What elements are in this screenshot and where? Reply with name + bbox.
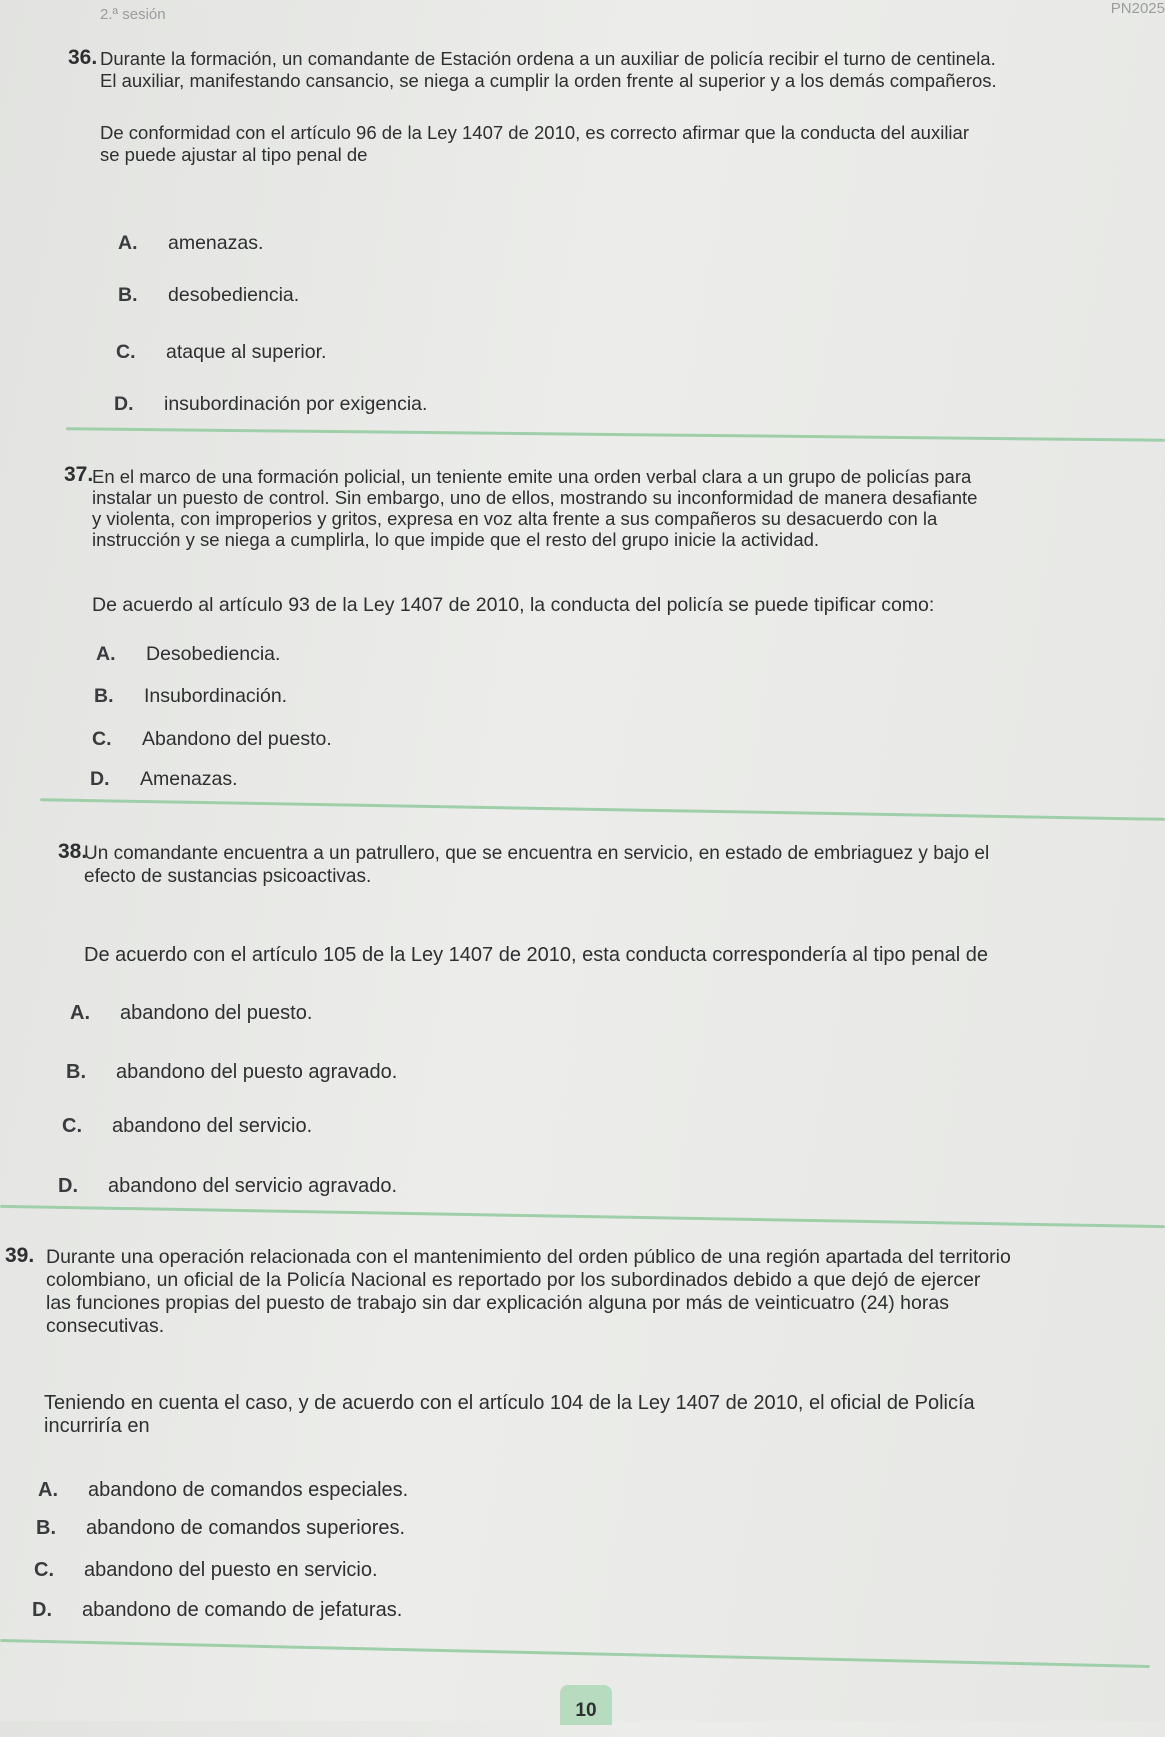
option-letter: A. bbox=[118, 232, 138, 254]
option-text: amenazas. bbox=[168, 232, 264, 254]
question-text bbox=[46, 1246, 1011, 1338]
question-line: instrucción y se niega a cumplirla, lo que impide que el resto del grupo inicie la actividad. bbox=[92, 529, 820, 550]
option-letter: D. bbox=[90, 768, 110, 790]
page-number: 10 bbox=[560, 1685, 612, 1725]
section-divider bbox=[40, 798, 1165, 821]
prompt-line: De acuerdo al artículo 93 de la Ley 1407 de 2010, la conducta del policía se puede tipificar como: bbox=[92, 594, 935, 616]
section-divider bbox=[0, 1639, 1150, 1668]
option-a[interactable] bbox=[118, 232, 263, 255]
exam-code: PN2025 bbox=[1110, 0, 1165, 17]
question-line: y violenta, con improperios y gritos, expresa en voz alta frente a sus compañeros su desacuerdo con la bbox=[92, 508, 938, 529]
question-text bbox=[92, 466, 977, 550]
option-text: Desobediencia. bbox=[146, 643, 281, 665]
option-letter: C. bbox=[34, 1559, 54, 1581]
question-number: 37. bbox=[64, 463, 94, 486]
option-letter: A. bbox=[38, 1479, 58, 1501]
prompt-line: Teniendo en cuenta el caso, y de acuerdo con el artículo 104 de la Ley 1407 de 2010, el oficial de Policía bbox=[44, 1392, 975, 1414]
question-line: Durante la formación, un comandante de Estación ordena a un auxiliar de policía recibir el turno de centinela. bbox=[100, 48, 996, 69]
option-b[interactable] bbox=[36, 1517, 405, 1540]
option-b[interactable] bbox=[66, 1061, 397, 1084]
question-line: En el marco de una formación policial, un teniente emite una orden verbal clara a un grupo de policías para bbox=[92, 466, 972, 487]
section-divider bbox=[66, 427, 1165, 442]
question-number: 38. bbox=[58, 840, 88, 863]
option-c[interactable] bbox=[92, 728, 332, 751]
option-letter: A. bbox=[96, 643, 116, 665]
question-number: 36. bbox=[68, 46, 98, 69]
question-line: El auxiliar, manifestando cansancio, se niega a cumplir la orden frente al superior y a los demás compañeros. bbox=[100, 70, 997, 91]
option-b[interactable] bbox=[118, 284, 299, 307]
option-text: desobediencia. bbox=[168, 284, 300, 306]
prompt-line: De acuerdo con el artículo 105 de la Ley 1407 de 2010, esta conducta correspondería al tipo penal de bbox=[84, 944, 988, 966]
question-number: 39. bbox=[5, 1244, 35, 1267]
option-text: Amenazas. bbox=[140, 768, 238, 790]
session-label: 2.ª sesión bbox=[100, 6, 166, 23]
prompt-line: se puede ajustar al tipo penal de bbox=[100, 144, 368, 165]
question-line: Un comandante encuentra a un patrullero, que se encuentra en servicio, en estado de embriaguez y bajo el bbox=[84, 843, 990, 864]
option-text: abandono del puesto agravado. bbox=[116, 1061, 398, 1083]
question-line: consecutivas. bbox=[46, 1315, 165, 1337]
option-letter: D. bbox=[32, 1599, 52, 1621]
option-letter: A. bbox=[70, 1002, 90, 1024]
option-text: insubordinación por exigencia. bbox=[164, 393, 428, 415]
option-text: Abandono del puesto. bbox=[142, 728, 332, 750]
option-d[interactable] bbox=[114, 393, 427, 416]
question-text bbox=[84, 842, 989, 888]
option-text: abandono de comandos superiores. bbox=[86, 1517, 406, 1539]
option-letter: B. bbox=[94, 685, 114, 707]
option-text: abandono de comandos especiales. bbox=[88, 1479, 409, 1501]
option-b[interactable] bbox=[94, 685, 287, 708]
option-letter: D. bbox=[114, 393, 134, 415]
option-text: abandono del puesto. bbox=[120, 1002, 313, 1024]
question-prompt bbox=[100, 122, 969, 166]
option-text: abandono del puesto en servicio. bbox=[84, 1559, 378, 1581]
option-letter: C. bbox=[62, 1115, 82, 1137]
option-text: abandono del servicio. bbox=[112, 1115, 313, 1137]
prompt-line: De conformidad con el artículo 96 de la Ley 1407 de 2010, es correcto afirmar que la conducta del auxiliar bbox=[100, 122, 969, 143]
option-letter: B. bbox=[36, 1517, 56, 1539]
question-prompt bbox=[44, 1392, 975, 1438]
option-text: abandono del servicio agravado. bbox=[108, 1175, 398, 1197]
question-prompt bbox=[92, 594, 934, 616]
option-c[interactable] bbox=[116, 341, 326, 364]
option-d[interactable] bbox=[58, 1175, 397, 1198]
question-line: efecto de sustancias psicoactivas. bbox=[84, 866, 372, 887]
prompt-line: incurriría en bbox=[44, 1415, 150, 1437]
option-letter: D. bbox=[58, 1175, 78, 1197]
option-text: abandono de comando de jefaturas. bbox=[82, 1599, 403, 1621]
option-letter: B. bbox=[118, 284, 138, 306]
question-line: Durante una operación relacionada con el mantenimiento del orden público de una región apartada del territorio bbox=[46, 1246, 1011, 1268]
question-line: colombiano, un oficial de la Policía Nacional es reportado por los subordinados debido a que dejó de ejercer bbox=[46, 1269, 981, 1291]
option-letter: C. bbox=[92, 728, 112, 750]
option-c[interactable] bbox=[34, 1559, 378, 1582]
option-a[interactable] bbox=[96, 643, 280, 666]
section-divider bbox=[0, 1205, 1165, 1228]
option-letter: B. bbox=[66, 1061, 86, 1083]
question-text bbox=[100, 48, 997, 92]
option-c[interactable] bbox=[62, 1115, 312, 1138]
option-letter: C. bbox=[116, 341, 136, 363]
question-line: las funciones propias del puesto de trabajo sin dar explicación alguna por más de veinticuatro (24) horas bbox=[46, 1292, 949, 1314]
option-text: ataque al superior. bbox=[166, 341, 327, 363]
option-a[interactable] bbox=[70, 1002, 312, 1025]
option-text: Insubordinación. bbox=[144, 685, 288, 707]
question-line: instalar un puesto de control. Sin embargo, uno de ellos, mostrando su inconformidad de manera desafiante bbox=[92, 487, 978, 508]
option-a[interactable] bbox=[38, 1479, 408, 1502]
option-d[interactable] bbox=[32, 1599, 402, 1622]
option-d[interactable] bbox=[90, 768, 238, 791]
question-prompt bbox=[84, 944, 988, 966]
